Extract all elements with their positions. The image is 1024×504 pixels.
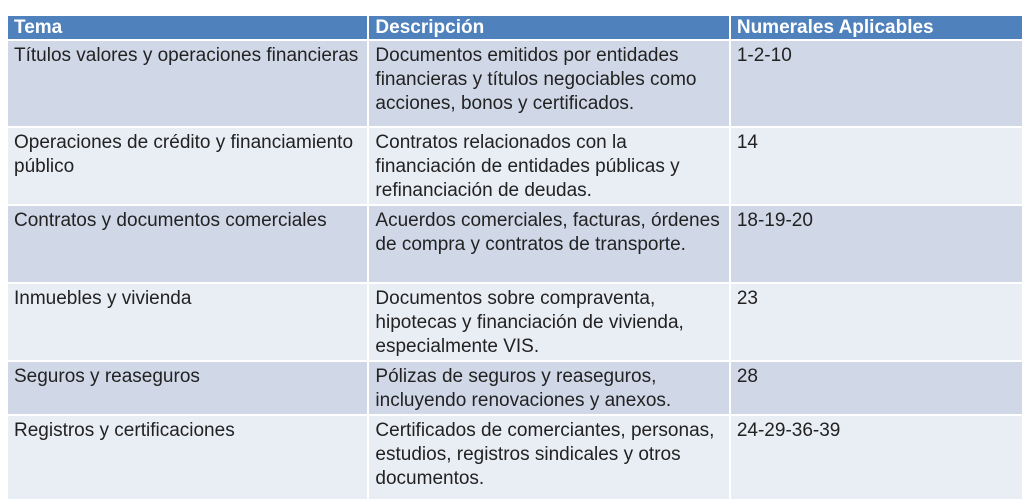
cell-tema: Seguros y reaseguros — [8, 362, 367, 414]
table-row — [8, 41, 1022, 126]
cell-numerales: 1-2-10 — [731, 41, 1022, 126]
cell-numerales: 18-19-20 — [731, 206, 1022, 282]
cell-numerales: 28 — [731, 362, 1022, 414]
cell-tema: Títulos valores y operaciones financieras — [8, 41, 367, 126]
table-row — [8, 128, 1022, 204]
cell-numerales: 24-29-36-39 — [731, 416, 1022, 499]
header-row — [8, 16, 1022, 39]
table-row — [8, 362, 1022, 414]
table-row — [8, 416, 1022, 499]
cell-tema: Operaciones de crédito y financiamiento público — [8, 128, 367, 204]
header-tema: Tema — [8, 16, 367, 39]
cell-descripcion: Documentos emitidos por entidades financieras y títulos negociables como acciones, bonos y certificados. — [369, 41, 728, 126]
data-table — [6, 14, 1024, 501]
cell-tema: Registros y certificaciones — [8, 416, 367, 499]
cell-descripcion: Pólizas de seguros y reaseguros, incluyendo renovaciones y anexos. — [369, 362, 728, 414]
cell-tema: Contratos y documentos comerciales — [8, 206, 367, 282]
cell-descripcion: Documentos sobre compraventa, hipotecas y financiación de vivienda, especialmente VIS. — [369, 284, 728, 360]
table-row — [8, 206, 1022, 282]
cell-descripcion: Acuerdos comerciales, facturas, órdenes de compra y contratos de transporte. — [369, 206, 728, 282]
cell-numerales: 23 — [731, 284, 1022, 360]
cell-descripcion: Contratos relacionados con la financiación de entidades públicas y refinanciación de deudas. — [369, 128, 728, 204]
table-header — [8, 16, 1022, 39]
cell-tema: Inmuebles y vivienda — [8, 284, 367, 360]
cell-descripcion: Certificados de comerciantes, personas, estudios, registros sindicales y otros documentos. — [369, 416, 728, 499]
header-descripcion: Descripción — [369, 16, 728, 39]
table-body — [8, 41, 1022, 499]
header-numerales: Numerales Aplicables — [731, 16, 1022, 39]
table-row — [8, 284, 1022, 360]
cell-numerales: 14 — [731, 128, 1022, 204]
